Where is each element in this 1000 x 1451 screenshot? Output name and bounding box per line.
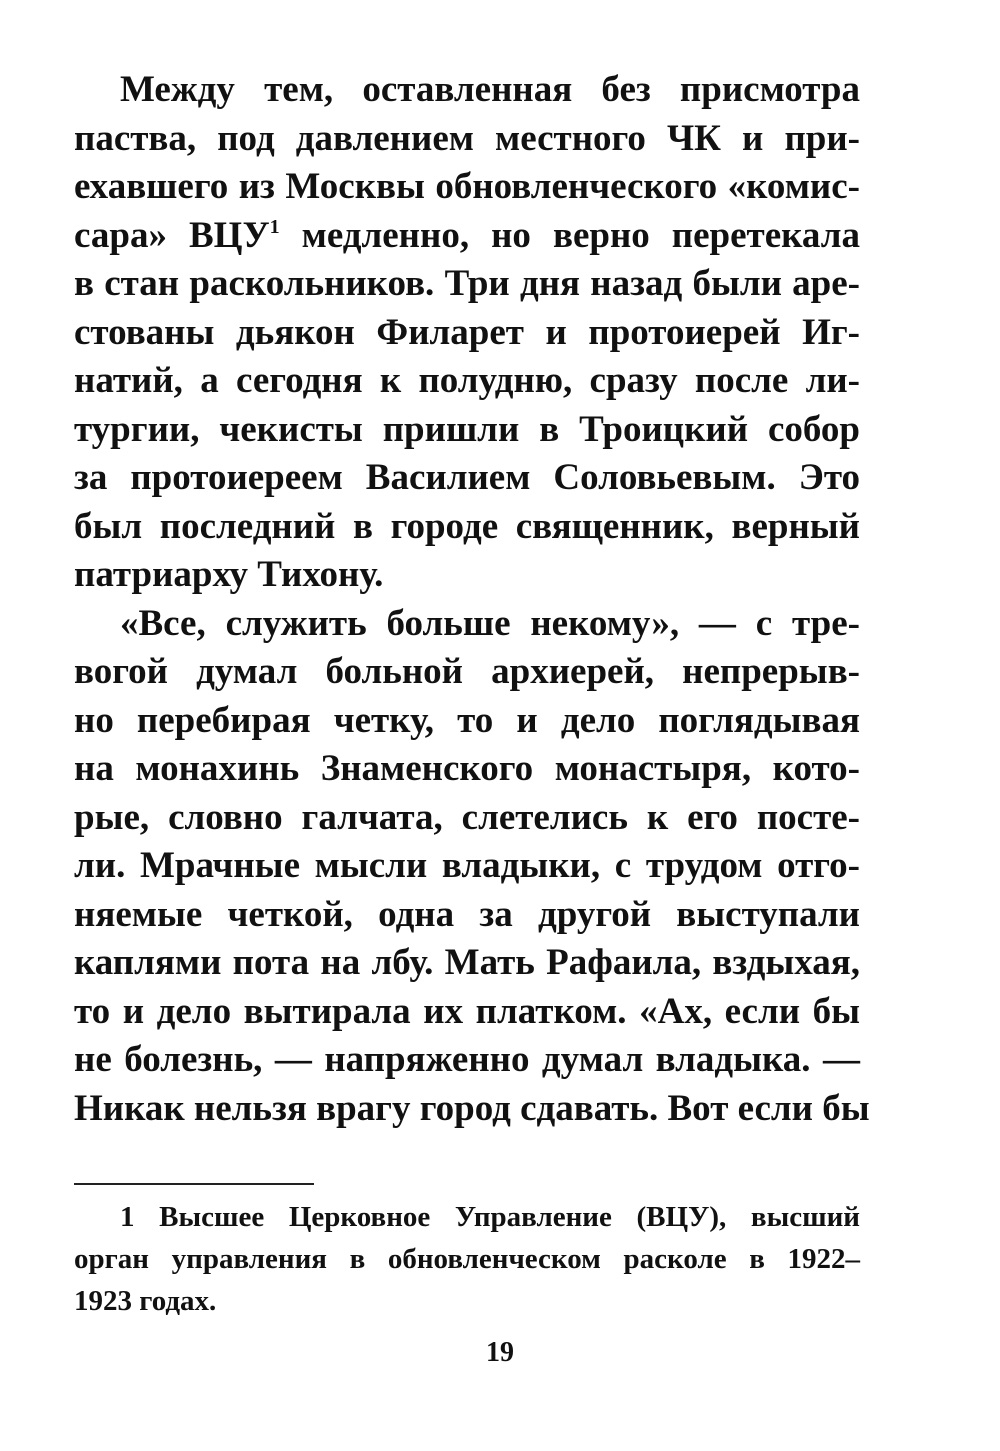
text-line: в стан раскольников. Три дня назад были аре- xyxy=(74,263,860,304)
text-line: вогой думал больной архиерей, непрерыв- xyxy=(74,651,860,692)
text-line: няемые четкой, одна за другой выступали xyxy=(74,893,860,935)
text-line: паства, под давлением местного ЧК и при- xyxy=(74,117,860,159)
text-line: за протоиереем Василием Соловьевым. Это xyxy=(74,457,860,498)
footnote-reference: 1 xyxy=(269,215,280,238)
text-line: Между тем, оставленная без присмотра xyxy=(120,69,860,110)
text-line: «Все, служить больше некому», — с тре- xyxy=(120,602,860,644)
text-line: натий, а сегодня к полудню, сразу после ли- xyxy=(74,360,860,401)
footnote-line: орган управления в обновленческом расколе в 1922– xyxy=(74,1243,860,1275)
text-line: тургии, чекисты пришли в Троицкий собор xyxy=(74,408,860,450)
text-line-with-footnote-ref xyxy=(74,212,860,261)
main-text xyxy=(74,66,870,1133)
footnote-separator xyxy=(74,1183,314,1185)
text-line: на монахинь Знаменского монастыря, кото- xyxy=(74,748,860,789)
text-line: был последний в городе священник, верный xyxy=(74,505,860,547)
paragraph-2 xyxy=(74,600,870,1134)
footnote xyxy=(74,1196,860,1322)
text-line: стованы дьякон Филарет и протоиерей Иг- xyxy=(74,311,860,353)
footnote-line: 1923 годах. xyxy=(74,1285,217,1317)
text-line: Никак нельзя врагу город сдавать. Вот если бы xyxy=(74,1087,870,1129)
text-fragment: медленно, но верно перетекала xyxy=(279,214,860,256)
text-line: не болезнь, — напряженно думал владыка. — xyxy=(74,1039,860,1080)
text-fragment: сара» ВЦУ xyxy=(74,214,270,256)
text-line: но перебирая четку, то и дело поглядывая xyxy=(74,699,860,741)
text-line: ехавшего из Москвы обновленческого «комис- xyxy=(74,166,860,207)
text-line: каплями пота на лбу. Мать Рафаила, вздыхая, xyxy=(74,942,860,983)
footnote-line: 1 Высшее Церковное Управление (ВЦУ), высший xyxy=(120,1201,860,1233)
page-number: 19 xyxy=(486,1337,514,1368)
text-line: то и дело вытирала их платком. «Ах, если бы xyxy=(74,990,860,1032)
text-line: ли. Мрачные мысли владыки, с трудом отго- xyxy=(74,845,860,886)
paragraph-1 xyxy=(74,66,860,600)
text-line: патриарху Тихону. xyxy=(74,554,384,595)
text-line: рые, словно галчата, слетелись к его посте- xyxy=(74,796,860,838)
